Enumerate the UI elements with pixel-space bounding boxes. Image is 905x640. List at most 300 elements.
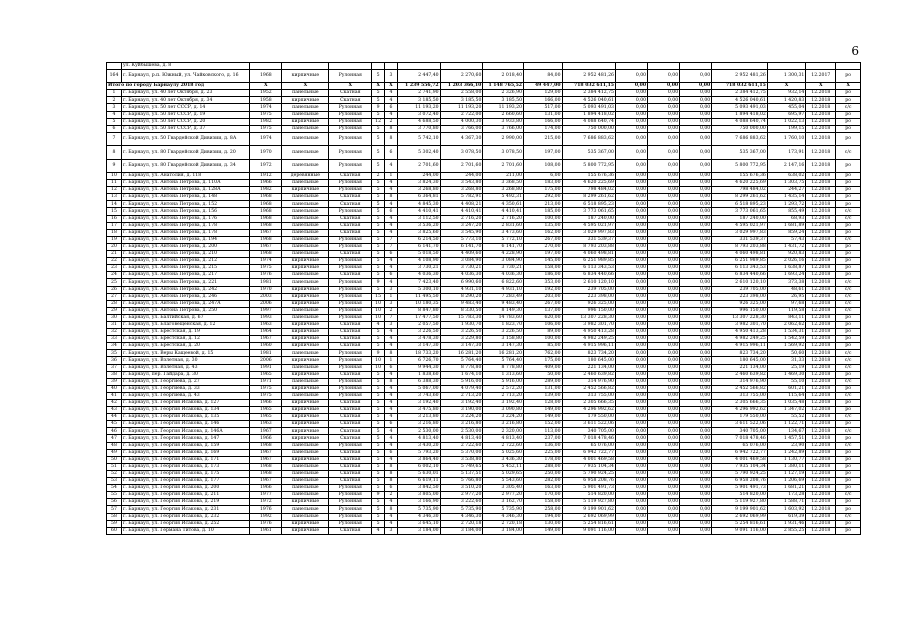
floors-cell: 5 — [372, 407, 385, 414]
year-cell: 1975 — [250, 265, 282, 272]
wall-material-cell: панельные — [282, 272, 329, 279]
table-row — [107, 506, 861, 513]
entrances-cell: 4 — [385, 229, 398, 236]
year-cell: 1964 — [250, 329, 282, 336]
cost-fund-cell: 0,00 — [615, 350, 647, 357]
area-total-cell: 6 726,70 — [397, 357, 440, 364]
cost-municipal-cell: 0,00 — [680, 407, 712, 414]
wall-material-cell: кирпичные — [282, 407, 329, 414]
area-total-cell: 3 216,80 — [397, 421, 440, 428]
cost-region-cell: 0,00 — [648, 286, 680, 293]
method-cell: ро — [836, 449, 861, 456]
cost-total-cell: 798 484,02 — [562, 187, 615, 194]
wall-material-cell: кирпичные — [282, 300, 329, 307]
cost-total-cell: 4 915 996,11 — [562, 343, 615, 350]
row-number: 10 — [107, 173, 122, 180]
cost-owners-cell: 155 676,36 — [712, 173, 768, 180]
table-row — [107, 201, 861, 208]
cost-fund-cell: 0,00 — [615, 321, 647, 328]
wall-material-cell: панельные — [282, 104, 329, 111]
residents-cell: 258,00 — [524, 506, 563, 513]
roof-type-cell: Рулонная — [329, 258, 372, 265]
method-cell: с/с — [836, 364, 861, 371]
floors-cell: 5 — [372, 499, 385, 506]
floors-cell: 5 — [372, 159, 385, 172]
method-cell: с/с — [836, 300, 861, 307]
cost-fund-cell: 0,00 — [615, 125, 647, 132]
floors-cell: 5 — [372, 449, 385, 456]
roof-type-cell: Скатная — [329, 478, 372, 485]
wall-material-cell: панельные — [282, 111, 329, 118]
wall-material-cell: панельные — [282, 492, 329, 499]
cost-owners-cell: 2 452 566,82 — [712, 385, 768, 392]
floors-cell: 5 — [372, 336, 385, 343]
area-total-cell: 8 847,80 — [397, 307, 440, 314]
table-row — [107, 300, 861, 307]
area-premises-cell: 3 184,00 — [440, 527, 483, 534]
address-cell: г. Барнаул, ул. Георгия Исакова, д. 232 — [121, 513, 249, 520]
row-number: 6 — [107, 125, 122, 132]
table-row — [107, 251, 861, 258]
residents-cell: 152,00 — [524, 421, 563, 428]
floors-cell: 5 — [372, 69, 385, 82]
roof-type-cell: Рулонная — [329, 293, 372, 300]
area-residential-cell: 3 268,80 — [483, 187, 524, 194]
address-cell: г. Барнаул, ул. Брестская, д. 20 — [121, 343, 249, 350]
cost-fund-cell: 0,00 — [615, 201, 647, 208]
total-area-total: 1 239 556,72 — [397, 83, 440, 90]
residents-cell: 131,00 — [524, 111, 563, 118]
wall-material-cell: кирпичные — [282, 421, 329, 428]
unit-cost-cell: 26,95 — [767, 293, 806, 300]
deadline-cell: 12.2018 — [806, 222, 836, 229]
entrances-cell: 2 — [385, 118, 398, 125]
cost-owners-cell: 221 134,00 — [712, 364, 768, 371]
deadline-cell: 12.2018 — [806, 132, 836, 145]
area-residential-cell: 5 764,40 — [483, 357, 524, 364]
total-cost-owners: 718 032 611,15 — [712, 83, 768, 90]
roof-type-cell: Скатная — [329, 201, 372, 208]
year-cell: 1967 — [250, 456, 282, 463]
residents-cell: 166,00 — [524, 118, 563, 125]
floors-cell: 5 — [372, 265, 385, 272]
roof-type-cell: Рулонная — [329, 286, 372, 293]
cost-fund-cell: 0,00 — [615, 329, 647, 336]
area-residential-cell: 2 660,60 — [483, 111, 524, 118]
cost-owners-cell: 65 076,00 — [712, 442, 768, 449]
roof-type-cell: Скатная — [329, 343, 372, 350]
row-number: 29 — [107, 307, 122, 314]
roof-type-cell: Рулонная — [329, 111, 372, 118]
cost-region-cell: 0,00 — [648, 173, 680, 180]
cost-municipal-cell: 0,00 — [680, 456, 712, 463]
area-total-cell: 3 268,80 — [397, 187, 440, 194]
cost-owners-cell: 1 894 418,02 — [712, 111, 768, 118]
area-residential-cell: 11 193,20 — [483, 104, 524, 111]
method-cell: ро — [836, 343, 861, 350]
floors-cell: 5 — [372, 286, 385, 293]
area-residential-cell: 6 822,60 — [483, 279, 524, 286]
year-cell: 1968 — [250, 470, 282, 477]
table-row — [107, 314, 861, 321]
area-total-cell: 3 072,40 — [397, 111, 440, 118]
area-total-cell: 3 864,40 — [397, 456, 440, 463]
area-total-cell: 4 688,50 — [397, 118, 440, 125]
cost-total-cell: 4 950 413,28 — [562, 329, 615, 336]
floors-cell: 5 — [372, 378, 385, 385]
unit-cost-cell: 843,11 — [767, 314, 806, 321]
address-cell: г. Барнаул, ул. Антона Петрова, д. 215 — [121, 265, 249, 272]
cost-total-cell: 2 692 069,99 — [562, 513, 615, 520]
cost-fund-cell: 0,00 — [615, 300, 647, 307]
method-cell: ро — [836, 201, 861, 208]
deadline-cell: 12.2018 — [806, 272, 836, 279]
unit-cost-cell: 25,19 — [767, 364, 806, 371]
method-cell: с/с — [836, 208, 861, 215]
cost-fund-cell: 0,00 — [615, 442, 647, 449]
address-cell: г. Барнаул, ул. Антона Петрова, д. 246 — [121, 293, 249, 300]
cost-municipal-cell: 0,00 — [680, 173, 712, 180]
entrances-cell: 4 — [385, 400, 398, 407]
method-cell: ро — [836, 499, 861, 506]
x-cell: X — [385, 83, 398, 90]
floors-cell: 10 — [372, 357, 385, 364]
residents-cell: 289,00 — [524, 378, 563, 385]
cost-fund-cell: 0,00 — [615, 343, 647, 350]
entrances-cell: 4 — [385, 343, 398, 350]
method-cell: с/с — [836, 146, 861, 159]
residents-cell: 267,00 — [524, 236, 563, 243]
year-cell: 1972 — [250, 499, 282, 506]
row-number: 24 — [107, 272, 122, 279]
cost-fund-cell: 0,00 — [615, 492, 647, 499]
floors-cell: 5 — [372, 201, 385, 208]
row-number: 26 — [107, 286, 122, 293]
area-total-cell: 2 057,50 — [397, 321, 440, 328]
unit-cost-cell: 855,49 — [767, 208, 806, 215]
unit-cost-cell: 695,97 — [767, 111, 806, 118]
cost-municipal-cell: 0,00 — [680, 265, 712, 272]
wall-material-cell: панельные — [282, 180, 329, 187]
area-total-cell: 2 530,00 — [397, 428, 440, 435]
area-total-cell: 3 478,30 — [397, 336, 440, 343]
cost-fund-cell: 0,00 — [615, 279, 647, 286]
residents-cell: 267,00 — [524, 300, 563, 307]
area-total-cell: 5 018,50 — [397, 251, 440, 258]
unit-cost-cell: 1 931,46 — [767, 520, 806, 527]
area-premises-cell: 4 813,40 — [440, 435, 483, 442]
cost-owners-cell: 179 550,00 — [712, 414, 768, 421]
roof-type-cell: Скатная — [329, 97, 372, 104]
roof-type-cell: Скатная — [329, 400, 372, 407]
year-cell: 1981 — [250, 350, 282, 357]
residents-cell: 194,00 — [524, 513, 563, 520]
address-cell: г. Барнаул, ул. Антона Петрова, д. 110А — [121, 180, 249, 187]
cost-owners-cell: 2 384 412,75 — [712, 90, 768, 97]
cost-owners-cell: 5 800 772,95 — [712, 159, 768, 172]
cost-municipal-cell: 0,00 — [680, 180, 712, 187]
address-cell: г. Барнаул, ул. 50 лет СССР, д. 20 — [121, 118, 249, 125]
cost-total-cell: 331 539,37 — [562, 236, 615, 243]
cost-owners-cell: 6 518 895,23 — [712, 201, 768, 208]
floors-cell: 5 — [372, 428, 385, 435]
cost-region-cell: 0,00 — [648, 371, 680, 378]
address-cell: г. Барнаул, ул. Антона Петрова, д. 178 — [121, 222, 249, 229]
method-cell: ро — [836, 385, 861, 392]
cost-total-cell: 221 134,00 — [562, 364, 615, 371]
cost-total-cell: 13 307 228,30 — [562, 314, 615, 321]
entrances-cell: 8 — [385, 125, 398, 132]
unit-cost-cell: 1 542,59 — [767, 336, 806, 343]
cost-municipal-cell: 0,00 — [680, 357, 712, 364]
area-residential-cell: 3 305,40 — [483, 485, 524, 492]
area-total-cell: 2 447,40 — [397, 69, 440, 82]
cost-total-cell: 7 018 478,46 — [562, 435, 615, 442]
cost-owners-cell: 340 705,00 — [712, 428, 768, 435]
residents-cell: 100,00 — [524, 215, 563, 222]
deadline-cell: 12.2018 — [806, 400, 836, 407]
cost-owners-cell: 535 367,00 — [712, 146, 768, 159]
cost-owners-cell: 239 705,00 — [712, 286, 768, 293]
cost-fund-cell: 0,00 — [615, 314, 647, 321]
area-total-cell: 17 477,50 — [397, 314, 440, 321]
cost-total-cell: 3 773 061,65 — [562, 208, 615, 215]
unit-cost-cell: 50,60 — [767, 350, 806, 357]
address-cell: г. Барнаул, ул. 40 лет Октября, д. 34 — [121, 97, 249, 104]
wall-material-cell: панельные — [282, 243, 329, 250]
deadline-cell: 12.2018 — [806, 111, 836, 118]
area-residential-cell: 4 346,30 — [483, 513, 524, 520]
cost-fund-cell: 0,00 — [615, 513, 647, 520]
cost-owners-cell: 6 958 208,76 — [712, 478, 768, 485]
area-total-cell: 3 536,20 — [397, 222, 440, 229]
method-cell: ро — [836, 407, 861, 414]
deadline-cell: 12.2018 — [806, 314, 836, 321]
entrances-cell: 3 — [385, 300, 398, 307]
floors-cell: 5 — [372, 258, 385, 265]
cost-fund-cell: 0,00 — [615, 371, 647, 378]
area-residential-cell: 8 778,80 — [483, 364, 524, 371]
cost-region-cell: 0,00 — [648, 146, 680, 159]
residents-cell: 183,00 — [524, 180, 563, 187]
cost-fund-cell: 0,00 — [615, 449, 647, 456]
cost-municipal-cell: 0,00 — [680, 492, 712, 499]
entrances-cell: 4 — [385, 90, 398, 97]
table-row — [107, 478, 861, 485]
cost-owners-cell: 4 595 021,97 — [712, 222, 768, 229]
deadline-cell: 12.2018 — [806, 243, 836, 250]
wall-material-cell: панельные — [282, 364, 329, 371]
year-cell: 1960 — [250, 343, 282, 350]
cost-municipal-cell: 0,00 — [680, 463, 712, 470]
floors-cell: 5 — [372, 463, 385, 470]
cost-total-cell: 6 958 208,76 — [562, 478, 615, 485]
residents-cell: 149,00 — [524, 407, 563, 414]
year-cell: 1974 — [250, 132, 282, 145]
cost-owners-cell: 13 307 228,30 — [712, 314, 768, 321]
entrances-cell: 6 — [385, 364, 398, 371]
area-residential-cell: 2 018,40 — [483, 69, 524, 82]
area-total-cell: 3 842,50 — [397, 485, 440, 492]
cost-municipal-cell: 0,00 — [680, 146, 712, 159]
roof-type-cell: Рулонная — [329, 307, 372, 314]
wall-material-cell: кирпичные — [282, 265, 329, 272]
deadline-cell: 12.2018 — [806, 456, 836, 463]
cost-fund-cell: 0,00 — [615, 478, 647, 485]
unit-cost-cell: 134,67 — [767, 428, 806, 435]
area-premises-cell: 5 766,80 — [440, 478, 483, 485]
cost-total-cell: 5 800 772,95 — [562, 159, 615, 172]
deadline-cell: 12.2018 — [806, 279, 836, 286]
roof-type-cell: Рулонная — [329, 146, 372, 159]
wall-material-cell: панельные — [282, 194, 329, 201]
address-cell: г. Барнаул, ул. Георгия Исакова, д. 219 — [121, 499, 249, 506]
cost-region-cell: 0,00 — [648, 336, 680, 343]
cost-municipal-cell: 0,00 — [680, 329, 712, 336]
area-residential-cell: 1 823,70 — [483, 321, 524, 328]
residents-cell: 135,00 — [524, 222, 563, 229]
entrances-cell: 3 — [385, 69, 398, 82]
area-residential-cell: 9 483,40 — [483, 300, 524, 307]
row-number: 35 — [107, 350, 122, 357]
method-cell: ро — [836, 435, 861, 442]
cost-region-cell: 0,00 — [648, 456, 680, 463]
year-cell: 1963 — [250, 321, 282, 328]
wall-material-cell: панельные — [282, 132, 329, 145]
residents-cell: 517,00 — [524, 104, 563, 111]
x-cell: X — [806, 83, 836, 90]
cost-owners-cell: 5 790 924,25 — [712, 470, 768, 477]
cost-fund-cell: 0,00 — [615, 463, 647, 470]
area-total-cell: 3 825,60 — [397, 229, 440, 236]
deadline-cell: 12.2018 — [806, 407, 836, 414]
year-cell: 1975 — [250, 392, 282, 399]
roof-type-cell: Рулонная — [329, 159, 372, 172]
method-cell: с/с — [836, 279, 861, 286]
deadline-cell: 12.2018 — [806, 435, 836, 442]
cost-total-cell: 5 119 927,80 — [562, 499, 615, 506]
unit-cost-cell: 920,83 — [767, 251, 806, 258]
deadline-cell: 12.2018 — [806, 258, 836, 265]
area-total-cell: 5 742,10 — [397, 132, 440, 145]
table-row — [107, 307, 861, 314]
area-premises-cell: 3 247,20 — [440, 222, 483, 229]
cost-region-cell: 0,00 — [648, 513, 680, 520]
residents-cell: 100,00 — [524, 336, 563, 343]
roof-type-cell: Рулонная — [329, 187, 372, 194]
deadline-cell: 12.2018 — [806, 265, 836, 272]
wall-material-cell: кирпичные — [282, 400, 329, 407]
residents-cell: 149,00 — [524, 527, 563, 534]
method-cell: ро — [836, 329, 861, 336]
unit-cost-cell: 859,24 — [767, 229, 806, 236]
cost-municipal-cell: 0,00 — [680, 314, 712, 321]
entrances-cell: 4 — [385, 201, 398, 208]
cost-region-cell: 0,00 — [648, 118, 680, 125]
table-row — [107, 492, 861, 499]
total-residents: 49 447,00 — [524, 83, 563, 90]
deadline-cell: 12.2018 — [806, 97, 836, 104]
residents-cell: 139,00 — [524, 392, 563, 399]
roof-type-cell: Скатная — [329, 527, 372, 534]
area-residential-cell: 2 716,20 — [483, 215, 524, 222]
address-cell: г. Барнаул, ул. Брестская, д. 12 — [121, 336, 249, 343]
cost-owners-cell: 4 296 992,62 — [712, 407, 768, 414]
wall-material-cell: панельные — [282, 314, 329, 321]
method-cell: с/с — [836, 414, 861, 421]
address-cell: г. Барнаул, ул. Георгия Исакова, д. 169 — [121, 449, 249, 456]
wall-material-cell: кирпичные — [282, 187, 329, 194]
floors-cell: 5 — [372, 385, 385, 392]
year-cell: 1991 — [250, 364, 282, 371]
area-total-cell: 5 735,90 — [397, 506, 440, 513]
residents-cell: 137,00 — [524, 307, 563, 314]
area-premises-cell: 4 000,30 — [440, 118, 483, 125]
cost-owners-cell: 2 305 666,35 — [712, 400, 768, 407]
area-total-cell: 3 192,40 — [397, 400, 440, 407]
x-cell: X — [836, 83, 861, 90]
cost-municipal-cell: 0,00 — [680, 187, 712, 194]
wall-material-cell: панельные — [282, 470, 329, 477]
area-premises-cell: 3 190,00 — [440, 407, 483, 414]
area-premises-cell: 3 545,90 — [440, 229, 483, 236]
area-premises-cell: 3 268,80 — [440, 187, 483, 194]
residents-cell: 145,00 — [524, 258, 563, 265]
area-residential-cell: 4 813,40 — [483, 435, 524, 442]
area-premises-cell: 1 674,10 — [440, 371, 483, 378]
residents-cell: 106,00 — [524, 321, 563, 328]
area-residential-cell: 2 977,20 — [483, 492, 524, 499]
cost-fund-cell: 0,00 — [615, 222, 647, 229]
year-cell: 1967 — [250, 243, 282, 250]
year-cell: 1968 — [250, 208, 282, 215]
x-cell: X — [372, 83, 385, 90]
deadline-cell: 12.2018 — [806, 251, 836, 258]
residents-cell: 128,00 — [524, 400, 563, 407]
row-number: 30 — [107, 314, 122, 321]
area-residential-cell: 2 320,00 — [483, 428, 524, 435]
deadline-cell: 12.2018 — [806, 371, 836, 378]
roof-type-cell: Рулонная — [329, 314, 372, 321]
area-total-cell: 3 730,21 — [397, 265, 440, 272]
entrances-cell: 4 — [385, 414, 398, 421]
year-cell: 1968 — [250, 236, 282, 243]
deadline-cell: 12.2018 — [806, 125, 836, 132]
roof-type-cell: Рулонная — [329, 357, 372, 364]
cost-region-cell: 0,00 — [648, 343, 680, 350]
floors-cell: 9 — [372, 492, 385, 499]
area-residential-cell: 8 149,30 — [483, 307, 524, 314]
residents-cell: 158,00 — [524, 499, 563, 506]
method-cell: ро — [836, 321, 861, 328]
cost-fund-cell: 0,00 — [615, 265, 647, 272]
area-residential-cell: 3 730,21 — [483, 265, 524, 272]
residents-cell: 6,00 — [524, 173, 563, 180]
cost-region-cell: 0,00 — [648, 350, 680, 357]
area-residential-cell: 5 772,10 — [483, 236, 524, 243]
year-cell: 1997 — [250, 307, 282, 314]
unit-cost-cell: 1 122,71 — [767, 421, 806, 428]
year-cell: 1971 — [250, 378, 282, 385]
row-number: 32 — [107, 329, 122, 336]
roof-type-cell: Рулонная — [329, 208, 372, 215]
area-premises-cell: 4 931,10 — [440, 286, 483, 293]
area-premises-cell: 2 716,20 — [440, 215, 483, 222]
area-total-cell: 4 845,30 — [397, 201, 440, 208]
cost-total-cell: 314 976,90 — [562, 378, 615, 385]
method-cell: ро — [836, 527, 861, 534]
entrances-cell: 6 — [385, 421, 398, 428]
